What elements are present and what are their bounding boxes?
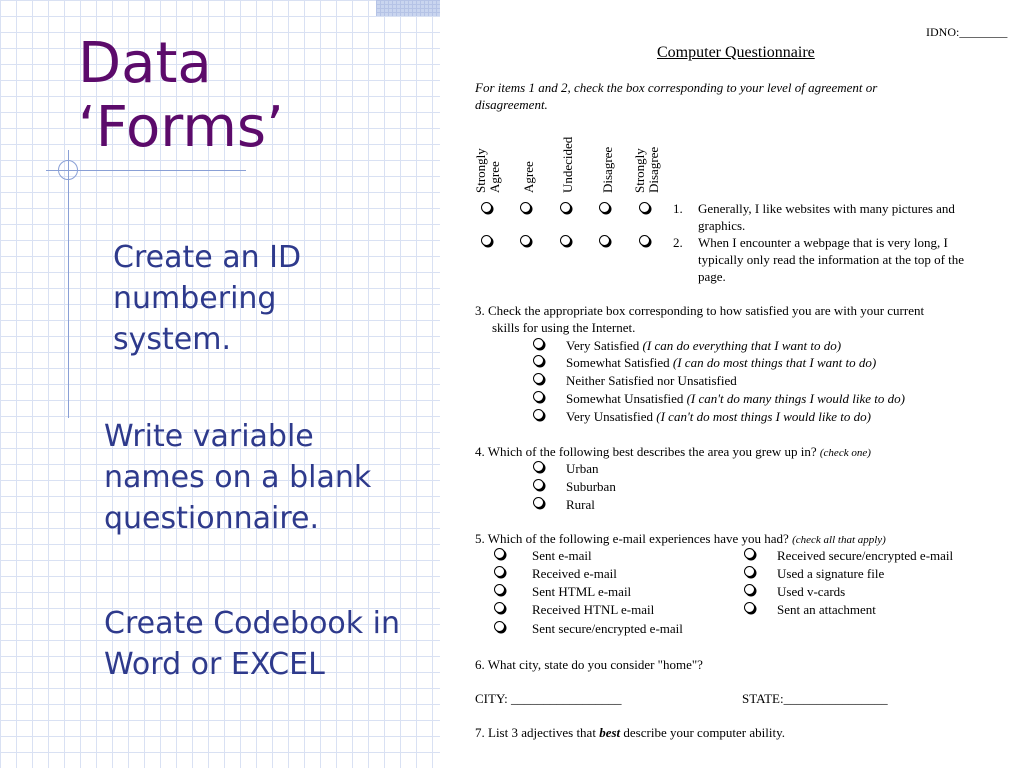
item2-text-line2: typically only read the information at the top of the [698,252,965,267]
q5-option-received-email: Received e-mail [532,566,617,581]
item2-radio-strongly-agree[interactable] [481,235,492,246]
scale-header-strongly-disagree: Strongly Disagree [632,146,661,193]
scale-header-strongly-agree: Strongly Agree [473,148,502,193]
decorative-vertical-line [68,150,69,418]
q6-city-field[interactable]: CITY: _________________ [475,691,622,706]
q3-radio-neither[interactable] [533,373,544,384]
q5-check-attachment[interactable] [744,602,755,613]
bullet-codebook: Create Codebook in Word or EXCEL [104,606,401,682]
q5-check-signature-file[interactable] [744,566,755,577]
q4-radio-rural[interactable] [533,497,544,508]
q3-radio-somewhat-satisfied[interactable] [533,355,544,366]
q4-text: 4. Which of the following best describes the area you grew up in? (check one) [475,444,871,459]
item2-radio-agree[interactable] [520,235,531,246]
q6-text: 6. What city, state do you consider "home"? [475,657,703,672]
item2-text-line3: page. [698,269,726,284]
q5-option-sent-secure: Sent secure/encrypted e-mail [532,621,683,636]
q5-option-received-secure: Received secure/encrypted e-mail [777,548,954,563]
bullet-variable-names: Write variable names on a blank questionnaire. [104,419,372,536]
scale-header-agree: Agree [521,161,536,193]
slide-title-line2: ‘Forms’ [78,95,284,160]
q3-option-somewhat-unsatisfied: Somewhat Unsatisfied (I can't do many things I would like to do) [566,391,905,406]
q5-check-sent-email[interactable] [494,548,505,559]
item2-radio-strongly-disagree[interactable] [639,235,650,246]
item1-radio-strongly-disagree[interactable] [639,202,650,213]
q5-check-received-html[interactable] [494,602,505,613]
questionnaire-title: Computer Questionnaire [657,44,815,61]
q5-text: 5. Which of the following e-mail experiences have you had? (check all that apply) [475,531,886,546]
q3-option-very-unsatisfied: Very Unsatisfied (I can't do most things I would like to do) [566,409,871,424]
item1-radio-strongly-agree[interactable] [481,202,492,213]
q5-option-sent-html: Sent HTML e-mail [532,584,632,599]
q4-radio-urban[interactable] [533,461,544,472]
q3-text-line1: 3. Check the appropriate box corresponding to how satisfied you are with your current [475,303,925,318]
q4-option-suburban: Suburban [566,479,616,494]
idno-field: IDNO:________ [926,25,1008,39]
q6-state-field[interactable]: STATE:________________ [742,691,888,706]
item1-text-line1: Generally, I like websites with many pictures and [698,201,955,216]
bullet-id-numbering: Create an ID numbering system. [113,240,302,357]
item1-text-line2: graphics. [698,218,746,233]
q5-check-sent-secure[interactable] [494,621,505,632]
decorative-circle-icon [58,160,78,180]
q5-option-received-html: Received HTNL e-mail [532,602,655,617]
q5-option-v-cards: Used v-cards [777,584,846,599]
item2-radio-disagree[interactable] [599,235,610,246]
q3-radio-very-unsatisfied[interactable] [533,409,544,420]
corner-decoration [376,0,440,16]
item1-radio-disagree[interactable] [599,202,610,213]
q7-text: 7. List 3 adjectives that best describe your computer ability. [475,725,786,740]
q5-check-sent-html[interactable] [494,584,505,595]
item2-text-line1: When I encounter a webpage that is very long, I [698,235,948,250]
item1-radio-agree[interactable] [520,202,531,213]
q5-check-received-secure[interactable] [744,548,755,559]
item1-number: 1. [673,201,683,216]
q3-radio-very-satisfied[interactable] [533,338,544,349]
q4-option-urban: Urban [566,461,599,476]
item1-radio-undecided[interactable] [560,202,571,213]
item2-number: 2. [673,235,683,250]
slide-title [78,32,284,160]
scale-header-undecided: Undecided [560,136,575,193]
q5-option-attachment: Sent an attachment [777,602,876,617]
instructions-line1: For items 1 and 2, check the box corresponding to your level of agreement or [475,80,878,95]
q3-radio-somewhat-unsatisfied[interactable] [533,391,544,402]
item2-radio-undecided[interactable] [560,235,571,246]
q3-option-somewhat-satisfied: Somewhat Satisfied (I can do most things that I want to do) [566,355,877,370]
q4-radio-suburban[interactable] [533,479,544,490]
q5-option-sent-email: Sent e-mail [532,548,592,563]
q5-check-received-email[interactable] [494,566,505,577]
q5-check-v-cards[interactable] [744,584,755,595]
q3-text-line2: skills for using the Internet. [492,320,636,335]
q5-option-signature-file: Used a signature file [777,566,885,581]
q3-option-neither: Neither Satisfied nor Unsatisfied [566,373,737,388]
scale-header-disagree: Disagree [600,146,615,193]
slide-title-line1: Data [78,31,212,96]
instructions-line2: disagreement. [475,97,548,112]
q3-option-very-satisfied: Very Satisfied (I can do everything that I want to do) [566,338,842,353]
q4-option-rural: Rural [566,497,595,512]
